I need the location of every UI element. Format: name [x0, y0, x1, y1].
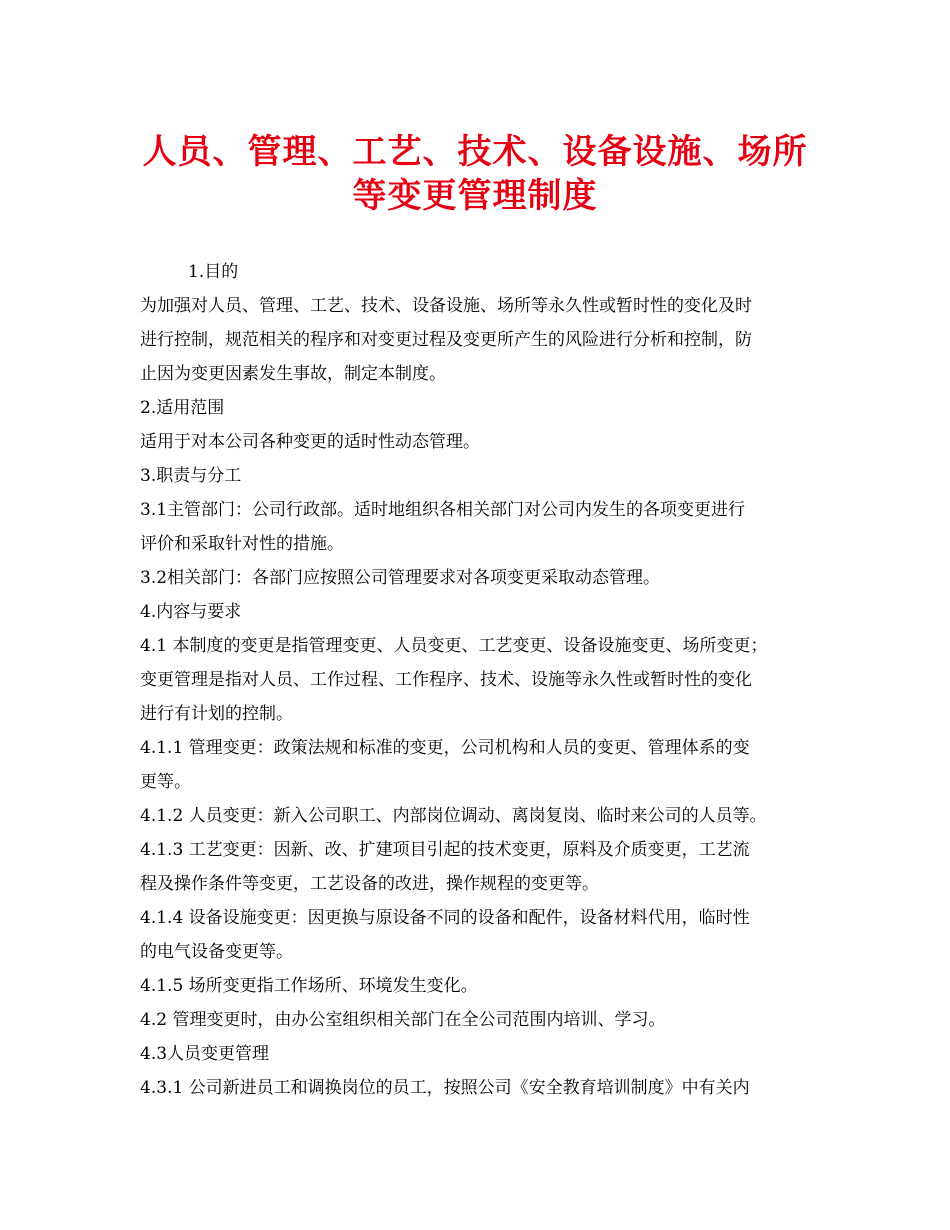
- body-line: 的电气设备变更等。: [140, 942, 293, 962]
- body-line: 变更管理是指对人员、工作过程、工作程序、技术、设施等永久性或暂时性的变化: [140, 670, 752, 690]
- body-line: 4.1.1 管理变更：政策法规和标准的变更，公司机构和人员的变更、管理体系的变: [140, 738, 750, 758]
- body-line: 4.1.2 人员变更：新入公司职工、内部岗位调动、离岗复岗、临时来公司的人员等。: [140, 806, 767, 826]
- section-heading-personnel-change: 4.3人员变更管理: [140, 1044, 270, 1064]
- document-title-line-2: 等变更管理制度: [352, 176, 598, 216]
- section-heading-responsibilities: 3.职责与分工: [140, 466, 242, 486]
- body-line: 3.1主管部门：公司行政部。适时地组织各相关部门对公司内发生的各项变更进行: [140, 500, 746, 520]
- body-line: 止因为变更因素发生事故，制定本制度。: [140, 364, 446, 384]
- body-line: 为加强对人员、管理、工艺、技术、设备设施、场所等永久性或暂时性的变化及时: [140, 296, 752, 316]
- section-heading-scope: 2.适用范围: [140, 398, 225, 418]
- body-line: 4.1.5 场所变更指工作场所、环境发生变化。: [140, 976, 478, 996]
- body-line: 4.1.4 设备设施变更：因更换与原设备不同的设备和配件，设备材料代用，临时性: [140, 908, 750, 928]
- body-line: 进行控制，规范相关的程序和对变更过程及变更所产生的风险进行分析和控制，防: [140, 330, 752, 350]
- document-body: [140, 255, 820, 1105]
- body-line: 评价和采取针对性的措施。: [140, 534, 344, 554]
- body-line: 4.1.3 工艺变更：因新、改、扩建项目引起的技术变更，原料及介质变更，工艺流: [140, 840, 750, 860]
- document-title-line-1: 人员、管理、工艺、技术、设备设施、场所: [142, 132, 808, 172]
- body-line: 4.3.1 公司新进员工和调换岗位的员工，按照公司《安全教育培训制度》中有关内: [140, 1078, 750, 1098]
- body-line: 4.2 管理变更时，由办公室组织相关部门在全公司范围内培训、学习。: [140, 1010, 666, 1030]
- body-line: 更等。: [140, 772, 191, 792]
- body-line: 适用于对本公司各种变更的适时性动态管理。: [140, 432, 480, 452]
- body-line: 进行有计划的控制。: [140, 704, 293, 724]
- body-line: 4.1 本制度的变更是指管理变更、人员变更、工艺变更、设备设施变更、场所变更；: [140, 636, 768, 656]
- body-line: 3.2相关部门：各部门应按照公司管理要求对各项变更采取动态管理。: [140, 568, 661, 588]
- section-heading-content: 4.内容与要求: [140, 602, 242, 622]
- section-heading-purpose: 1.目的: [188, 262, 239, 282]
- body-line: 程及操作条件等变更，工艺设备的改进，操作规程的变更等。: [140, 874, 599, 894]
